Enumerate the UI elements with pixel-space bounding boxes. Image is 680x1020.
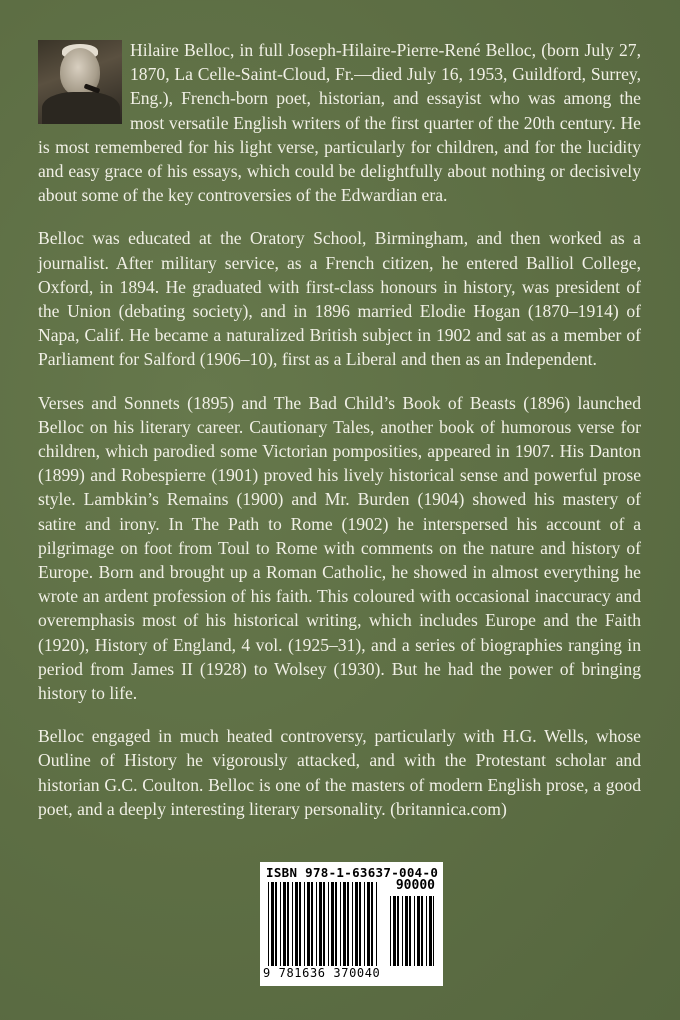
barcode-bar: [393, 896, 396, 966]
barcode-bar: [316, 882, 317, 966]
barcode-bar: [352, 882, 353, 966]
barcode-bar: [390, 896, 391, 966]
barcode-bar: [292, 882, 293, 966]
paragraph-1-text: Hilaire Belloc, in full Joseph-Hilaire-Pierre-René Belloc, (born July 27, 1870, La Celle-Saint-Cloud, Fr.—died July 16, 1953, Guildford, Surrey, Eng.), French-born poet, historian, and essayist who was among the most versatile English writers of the first quarter of the 20th century. He is most remembered for his light verse, particularly for children, and for the lucidity and easy grace of his essays, which could be delightfully about nothing or decisively about some of the key controversies of the Edwardian era.: [38, 40, 641, 206]
barcode-bar: [268, 882, 269, 966]
barcode-bar: [402, 896, 403, 966]
barcode-bar: [409, 896, 411, 966]
paragraph-education: Belloc was educated at the Oratory School, Birmingham, and then worked as a journalist. After military service, as a French citizen, he entered Balliol College, Oxford, in 1894. He graduated with first-class honours in history, was president of the Union (debating society), and in 1896 married Elodie Hogan (1870–1914) of Napa, Calif. He became a naturalized British subject in 1902 and sat as a member of Parliament for Salford (1906–10), first as a Liberal and then as an Independent.: [38, 228, 641, 370]
barcode-bar: [433, 896, 434, 966]
barcode-bar: [414, 896, 415, 966]
back-cover-text: [38, 38, 641, 840]
barcode-bar: [323, 882, 325, 966]
barcode-bars: [268, 882, 438, 966]
barcode-bar: [355, 882, 358, 966]
paragraph-bio-intro: [38, 38, 641, 207]
barcode-bar: [426, 896, 427, 966]
barcode-bar: [335, 882, 337, 966]
paragraph-literary-career: Verses and Sonnets (1895) and The Bad Child’s Book of Beasts (1896) launched Belloc on his literary career. Cautionary Tales, another book of humorous verse for children, which parodied some Victorian pomposities, appeared in 1907. His Danton (1899) and Robespierre (1901) proved his lively historical sense and powerful prose style. Lambkin’s Remains (1900) and Mr. Burden (1904) showed his mastery of satire and irony. In The Path to Rome (1902) he interspersed his account of a pilgrimage on foot from Toul to Rome with comments on the nature and history of Europe. Born and brought up a Roman Catholic, he showed in almost everything he wrote an ardent profession of his faith. This coloured with occasional inaccuracy and overemphasis most of his historical writing, which includes Europe and the Faith (1920), History of England, 4 vol. (1925–31), and a series of biographies ranging in period from James II (1928) to Wolsey (1930). But he had the power of bringing history to life.: [38, 392, 641, 704]
barcode-bar: [280, 882, 281, 966]
barcode-bar: [397, 896, 399, 966]
barcode-bar: [376, 882, 377, 966]
barcode-bar: [299, 882, 301, 966]
barcode-bar: [307, 882, 310, 966]
isbn-barcode: [260, 862, 443, 986]
paragraph-controversy: Belloc engaged in much heated controversy, particularly with H.G. Wells, whose Outline of History he vigorously attacked, and with the Protestant scholar and historian G.C. Coulton. Belloc is one of the masters of modern English prose, a good poet, and a deeply interesting literary personality. (britannica.com): [38, 726, 641, 819]
price-code: 90000: [395, 878, 435, 893]
barcode-bar: [311, 882, 313, 966]
portrait-body: [42, 92, 120, 124]
barcode-bar: [304, 882, 305, 966]
ean-digits: 9 781636 370040: [263, 966, 381, 980]
barcode-bar: [271, 882, 274, 966]
barcode-bar: [328, 882, 329, 966]
barcode-bar: [331, 882, 334, 966]
barcode-bar: [340, 882, 341, 966]
barcode-bar: [367, 882, 370, 966]
barcode-bar: [429, 896, 432, 966]
barcode-bar: [319, 882, 322, 966]
barcode-bar: [283, 882, 286, 966]
author-portrait-image: [38, 40, 122, 124]
barcode-bar: [405, 896, 408, 966]
barcode-bar: [421, 896, 423, 966]
barcode-bar: [287, 882, 289, 966]
barcode-bar: [371, 882, 373, 966]
barcode-bar: [359, 882, 361, 966]
barcode-bar: [364, 882, 365, 966]
barcode-bar: [347, 882, 349, 966]
barcode-bar: [295, 882, 298, 966]
barcode-bar: [343, 882, 346, 966]
isbn-label: ISBN 978-1-63637-004-0: [266, 865, 439, 880]
barcode-bar: [417, 896, 420, 966]
barcode-bar: [275, 882, 277, 966]
